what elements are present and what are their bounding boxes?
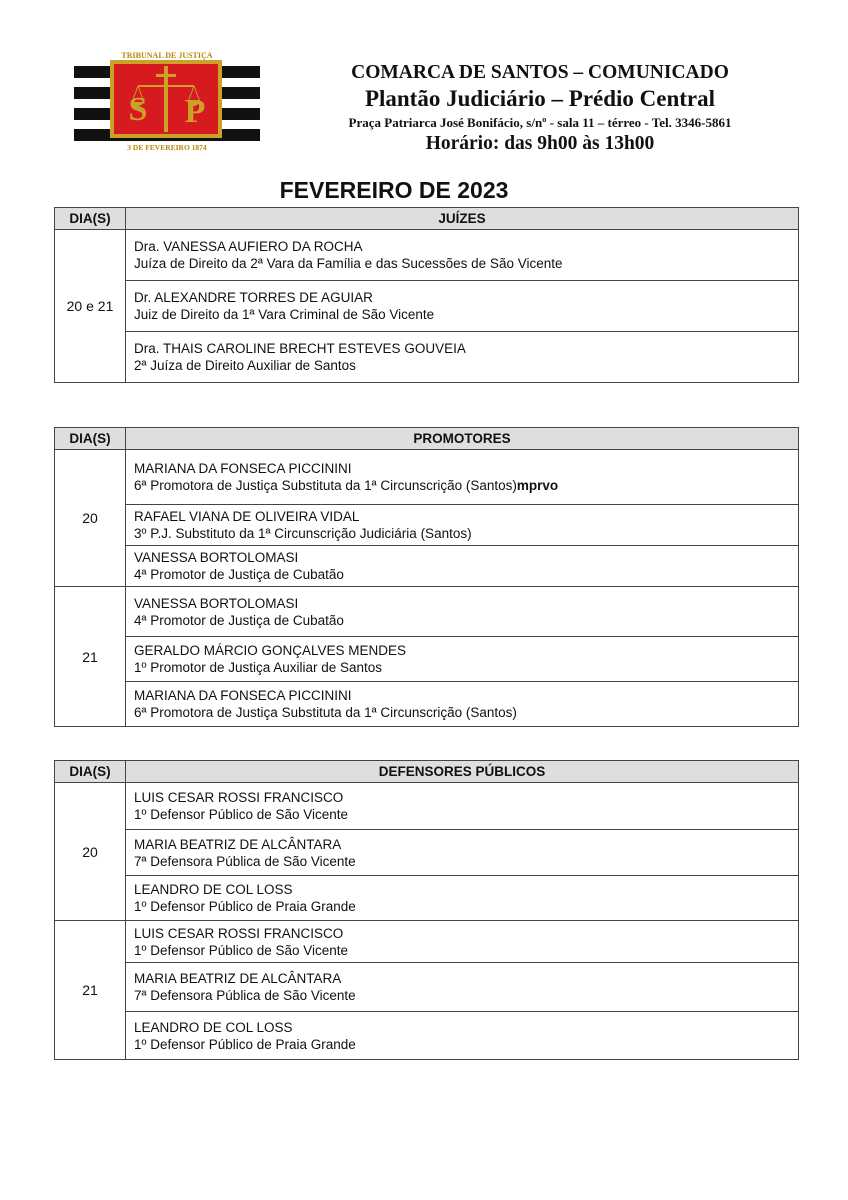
column-header-days: DIA(S) <box>55 428 126 450</box>
person-cell <box>126 783 799 830</box>
table-header-row <box>55 428 799 450</box>
table-row <box>55 1012 799 1060</box>
person-role-text: 6ª Promotora de Justiça Substituta da 1ª Circunscrição (Santos) <box>134 478 517 493</box>
person-name: Dra. VANESSA AUFIERO DA ROCHA <box>134 239 363 254</box>
svg-text:TRIBUNAL DE JUSTIÇA: TRIBUNAL DE JUSTIÇA <box>121 51 213 60</box>
person-role: 1º Defensor Público de São Vicente <box>134 807 349 822</box>
table-row <box>55 637 799 682</box>
person-cell <box>126 546 799 587</box>
day-cell: 20 <box>55 450 126 587</box>
person-name: Dr. ALEXANDRE TORRES DE AGUIAR <box>134 290 373 305</box>
public-defenders-table <box>54 760 799 1060</box>
person-role: 1º Defensor Público de São Vicente <box>134 942 349 958</box>
table-row <box>55 546 799 587</box>
person-cell <box>126 450 799 505</box>
svg-text:P: P <box>184 93 206 130</box>
person-cell <box>126 876 799 921</box>
table-row <box>55 876 799 921</box>
table-row <box>55 587 799 637</box>
person-role <box>134 477 790 494</box>
person-name: Dra. THAIS CAROLINE BRECHT ESTEVES GOUVEIA <box>134 341 466 356</box>
person-role: 7ª Defensora Pública de São Vicente <box>134 988 356 1003</box>
person-cell <box>126 963 799 1012</box>
person-cell <box>126 830 799 876</box>
tribunal-logo <box>74 50 260 154</box>
person-cell <box>126 281 799 332</box>
table-row <box>55 230 799 281</box>
person-name: VANESSA BORTOLOMASI <box>134 595 299 611</box>
person-cell <box>126 587 799 637</box>
day-cell: 21 <box>55 587 126 727</box>
table-row <box>55 783 799 830</box>
table-row <box>55 450 799 505</box>
person-cell <box>126 332 799 383</box>
column-header-judges: JUÍZES <box>126 208 799 230</box>
person-name: GERALDO MÁRCIO GONÇALVES MENDES <box>134 643 407 658</box>
person-role: Juiz de Direito da 1ª Vara Criminal de São Vicente <box>134 307 435 322</box>
judges-table <box>54 207 799 383</box>
svg-text:3 DE FEVEREIRO 1874: 3 DE FEVEREIRO 1874 <box>127 143 207 152</box>
person-cell <box>126 1012 799 1060</box>
table-row <box>55 332 799 383</box>
person-name: MARIANA DA FONSECA PICCININI <box>134 688 352 703</box>
person-cell <box>126 921 799 963</box>
person-role: 1º Promotor de Justiça Auxiliar de Santos <box>134 660 383 675</box>
page-title: FEVEREIRO DE 2023 <box>279 177 509 203</box>
table-row <box>55 921 799 963</box>
person-name: MARIANA DA FONSECA PICCININI <box>134 461 352 476</box>
header-plantao: Plantão Judiciário – Prédio Central <box>364 86 716 111</box>
table-row <box>55 682 799 727</box>
person-role: 6ª Promotora de Justiça Substituta da 1ª Circunscrição (Santos) <box>134 705 517 720</box>
person-name: MARIA BEATRIZ DE ALCÂNTARA <box>134 971 342 986</box>
person-note: mprvo <box>516 478 559 493</box>
tribunal-emblem-icon <box>74 50 260 154</box>
column-header-days: DIA(S) <box>55 761 126 783</box>
person-name: LEANDRO DE COL LOSS <box>134 1019 293 1035</box>
prosecutors-table <box>54 427 799 727</box>
person-role: Juíza de Direito da 2ª Vara da Família e das Sucessões de São Vicente <box>134 256 563 271</box>
person-role: 7ª Defensora Pública de São Vicente <box>134 853 356 869</box>
person-cell <box>126 637 799 682</box>
person-role: 1º Defensor Público de Praia Grande <box>134 1036 356 1052</box>
person-cell <box>126 230 799 281</box>
person-role: 2ª Juíza de Direito Auxiliar de Santos <box>134 358 356 373</box>
table-row <box>55 963 799 1012</box>
table-header-row <box>55 761 799 783</box>
header-comarca: COMARCA DE SANTOS – COMUNICADO <box>351 62 729 83</box>
table-row <box>55 505 799 546</box>
table-row <box>55 281 799 332</box>
day-cell: 21 <box>55 921 126 1060</box>
person-cell <box>126 682 799 727</box>
column-header-prosecutors: PROMOTORES <box>126 428 799 450</box>
header-address: Praça Patriarca José Bonifácio, s/nº - sala 11 – térreo - Tel. 3346-5861 <box>348 115 732 130</box>
person-role: 4ª Promotor de Justiça de Cubatão <box>134 567 344 582</box>
person-name: LUIS CESAR ROSSI FRANCISCO <box>134 790 344 805</box>
day-cell: 20 <box>55 783 126 921</box>
person-name: LEANDRO DE COL LOSS <box>134 882 293 897</box>
table-header-row <box>55 208 799 230</box>
svg-text:S: S <box>128 91 148 128</box>
header-hours: Horário: das 9h00 às 13h00 <box>425 133 655 154</box>
person-name: MARIA BEATRIZ DE ALCÂNTARA <box>134 836 342 852</box>
column-header-days: DIA(S) <box>55 208 126 230</box>
person-name: VANESSA BORTOLOMASI <box>134 550 299 565</box>
person-name: RAFAEL VIANA DE OLIVEIRA VIDAL <box>134 509 360 524</box>
person-name: LUIS CESAR ROSSI FRANCISCO <box>134 925 344 941</box>
person-role: 4ª Promotor de Justiça de Cubatão <box>134 612 344 628</box>
column-header-defenders: DEFENSORES PÚBLICOS <box>126 761 799 783</box>
person-cell <box>126 505 799 546</box>
person-role: 1º Defensor Público de Praia Grande <box>134 899 356 914</box>
day-cell: 20 e 21 <box>55 230 126 383</box>
table-row <box>55 830 799 876</box>
person-role: 3º P.J. Substituto da 1ª Circunscrição Judiciária (Santos) <box>134 526 472 541</box>
